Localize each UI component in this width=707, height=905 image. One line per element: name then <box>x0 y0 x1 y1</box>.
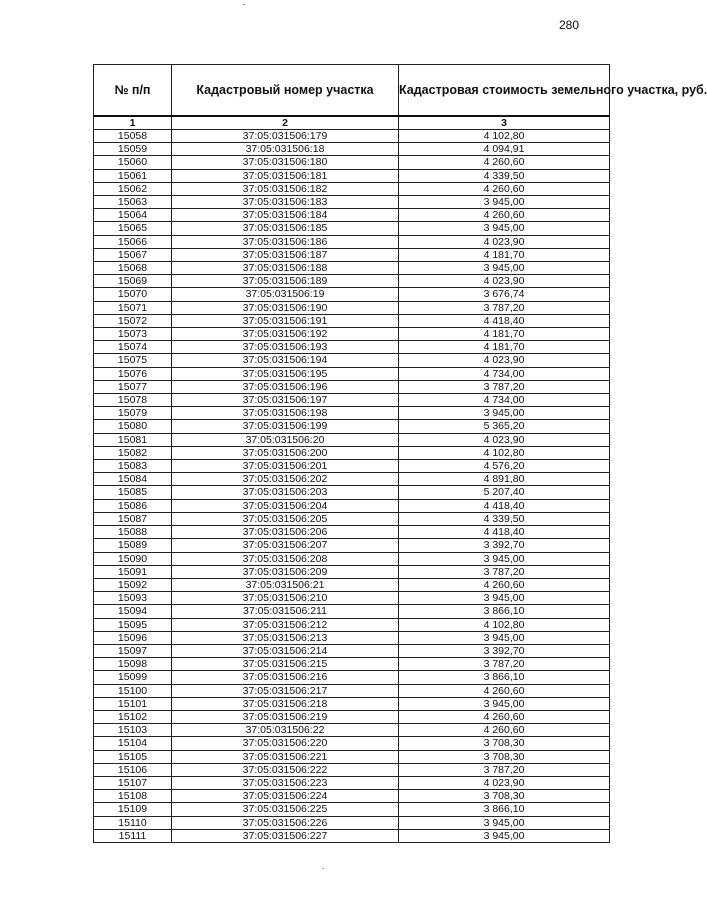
row-number: 15110 <box>94 816 172 829</box>
row-number: 15088 <box>94 526 172 539</box>
row-number: 15108 <box>94 790 172 803</box>
table-row <box>94 130 610 143</box>
cadastral-number: 37:05:031506:196 <box>172 380 399 393</box>
table-row <box>94 552 610 565</box>
cadastral-number: 37:05:031506:191 <box>172 314 399 327</box>
cadastral-value: 3 945,00 <box>399 222 610 235</box>
table-row <box>94 196 610 209</box>
row-number: 15081 <box>94 433 172 446</box>
row-number: 15091 <box>94 565 172 578</box>
cadastral-value: 3 945,00 <box>399 631 610 644</box>
cadastral-value: 3 945,00 <box>399 407 610 420</box>
cadastral-number: 37:05:031506:216 <box>172 671 399 684</box>
table-row <box>94 473 610 486</box>
table-row <box>94 209 610 222</box>
cadastral-value: 4 023,90 <box>399 235 610 248</box>
row-number: 15111 <box>94 829 172 842</box>
table-row <box>94 658 610 671</box>
cadastral-value: 4 260,60 <box>399 182 610 195</box>
cadastral-value: 4 260,60 <box>399 209 610 222</box>
row-number: 15102 <box>94 710 172 723</box>
row-number: 15075 <box>94 354 172 367</box>
row-number: 15089 <box>94 539 172 552</box>
row-number: 15097 <box>94 644 172 657</box>
cadastral-number: 37:05:031506:192 <box>172 328 399 341</box>
header-number: № п/п <box>94 65 172 117</box>
table-row <box>94 275 610 288</box>
table-row <box>94 578 610 591</box>
cadastral-value: 5 207,40 <box>399 486 610 499</box>
row-number: 15100 <box>94 684 172 697</box>
table-row <box>94 539 610 552</box>
cadastral-number: 37:05:031506:211 <box>172 605 399 618</box>
cadastral-value: 4 181,70 <box>399 341 610 354</box>
cadastral-number: 37:05:031506:217 <box>172 684 399 697</box>
row-number: 15074 <box>94 341 172 354</box>
cadastral-value: 4 734,00 <box>399 394 610 407</box>
cadastral-value: 4 094,91 <box>399 143 610 156</box>
row-number: 15106 <box>94 763 172 776</box>
cadastral-value: 4 339,50 <box>399 169 610 182</box>
column-number-2: 2 <box>172 116 399 130</box>
cadastral-number: 37:05:031506:193 <box>172 341 399 354</box>
cadastral-number: 37:05:031506:184 <box>172 209 399 222</box>
cadastral-number: 37:05:031506:204 <box>172 499 399 512</box>
cadastral-number: 37:05:031506:19 <box>172 288 399 301</box>
table-row <box>94 222 610 235</box>
row-number: 15105 <box>94 750 172 763</box>
row-number: 15103 <box>94 724 172 737</box>
row-number: 15067 <box>94 248 172 261</box>
cadastral-value: 4 260,60 <box>399 156 610 169</box>
row-number: 15069 <box>94 275 172 288</box>
table-row <box>94 248 610 261</box>
table-row <box>94 486 610 499</box>
row-number: 15072 <box>94 314 172 327</box>
cadastral-value: 4 181,70 <box>399 328 610 341</box>
cadastral-number: 37:05:031506:179 <box>172 130 399 143</box>
cadastral-number: 37:05:031506:182 <box>172 182 399 195</box>
cadastral-value: 5 365,20 <box>399 420 610 433</box>
table-row <box>94 644 610 657</box>
cadastral-number: 37:05:031506:206 <box>172 526 399 539</box>
cadastral-number: 37:05:031506:200 <box>172 446 399 459</box>
cadastral-value: 4 418,40 <box>399 499 610 512</box>
cadastral-value: 3 787,20 <box>399 380 610 393</box>
table-row <box>94 776 610 789</box>
table-row <box>94 394 610 407</box>
page-number: 280 <box>559 18 580 32</box>
cadastral-number: 37:05:031506:227 <box>172 829 399 842</box>
cadastral-value: 3 866,10 <box>399 803 610 816</box>
table-row <box>94 829 610 842</box>
cadastral-value: 4 260,60 <box>399 710 610 723</box>
cadastral-value: 3 676,74 <box>399 288 610 301</box>
table-row <box>94 526 610 539</box>
row-number: 15071 <box>94 301 172 314</box>
cadastral-number: 37:05:031506:207 <box>172 539 399 552</box>
cadastral-number: 37:05:031506:223 <box>172 776 399 789</box>
row-number: 15061 <box>94 169 172 182</box>
cadastral-value: 3 945,00 <box>399 816 610 829</box>
cadastral-number: 37:05:031506:205 <box>172 512 399 525</box>
row-number: 15080 <box>94 420 172 433</box>
cadastral-value: 4 181,70 <box>399 248 610 261</box>
cadastral-number: 37:05:031506:225 <box>172 803 399 816</box>
row-number: 15092 <box>94 578 172 591</box>
table-row <box>94 354 610 367</box>
cadastral-number: 37:05:031506:226 <box>172 816 399 829</box>
table-row <box>94 314 610 327</box>
cadastral-number: 37:05:031506:212 <box>172 618 399 631</box>
row-number: 15060 <box>94 156 172 169</box>
cadastral-value: 3 945,00 <box>399 196 610 209</box>
row-number: 15109 <box>94 803 172 816</box>
table-row <box>94 499 610 512</box>
cadastral-number: 37:05:031506:183 <box>172 196 399 209</box>
row-number: 15099 <box>94 671 172 684</box>
cadastral-number: 37:05:031506:189 <box>172 275 399 288</box>
row-number: 15079 <box>94 407 172 420</box>
cadastral-value: 3 392,70 <box>399 539 610 552</box>
cadastral-number: 37:05:031506:194 <box>172 354 399 367</box>
cadastral-number: 37:05:031506:21 <box>172 578 399 591</box>
table-row <box>94 420 610 433</box>
cadastral-number: 37:05:031506:208 <box>172 552 399 565</box>
cadastral-number: 37:05:031506:220 <box>172 737 399 750</box>
cadastral-value: 4 102,80 <box>399 130 610 143</box>
cadastral-number: 37:05:031506:181 <box>172 169 399 182</box>
cadastral-number: 37:05:031506:198 <box>172 407 399 420</box>
table-row <box>94 235 610 248</box>
row-number: 15068 <box>94 262 172 275</box>
table-row <box>94 684 610 697</box>
row-number: 15093 <box>94 592 172 605</box>
table-row <box>94 143 610 156</box>
table-row <box>94 407 610 420</box>
scan-speck <box>322 868 324 869</box>
table-row <box>94 367 610 380</box>
table-row <box>94 618 610 631</box>
column-number-1: 1 <box>94 116 172 130</box>
column-number-3: 3 <box>399 116 610 130</box>
cadastral-number: 37:05:031506:199 <box>172 420 399 433</box>
cadastral-value: 4 260,60 <box>399 578 610 591</box>
row-number: 15073 <box>94 328 172 341</box>
row-number: 15070 <box>94 288 172 301</box>
cadastral-value: 4 260,60 <box>399 724 610 737</box>
cadastral-number: 37:05:031506:22 <box>172 724 399 737</box>
table-row <box>94 592 610 605</box>
cadastral-value: 3 708,30 <box>399 737 610 750</box>
cadastral-number: 37:05:031506:219 <box>172 710 399 723</box>
cadastral-value-table <box>93 64 707 843</box>
row-number: 15082 <box>94 446 172 459</box>
table-row <box>94 631 610 644</box>
cadastral-value: 4 418,40 <box>399 526 610 539</box>
cadastral-value: 4 102,80 <box>399 618 610 631</box>
table-row <box>94 460 610 473</box>
cadastral-number: 37:05:031506:202 <box>172 473 399 486</box>
cadastral-value: 4 023,90 <box>399 354 610 367</box>
cadastral-value: 3 945,00 <box>399 829 610 842</box>
cadastral-number: 37:05:031506:215 <box>172 658 399 671</box>
row-number: 15104 <box>94 737 172 750</box>
cadastral-number: 37:05:031506:180 <box>172 156 399 169</box>
table-row <box>94 156 610 169</box>
row-number: 15095 <box>94 618 172 631</box>
table-row <box>94 803 610 816</box>
row-number: 15078 <box>94 394 172 407</box>
table-row <box>94 182 610 195</box>
table-row <box>94 512 610 525</box>
cadastral-value: 3 392,70 <box>399 644 610 657</box>
cadastral-value: 3 866,10 <box>399 605 610 618</box>
cadastral-number: 37:05:031506:18 <box>172 143 399 156</box>
cadastral-number: 37:05:031506:20 <box>172 433 399 446</box>
row-number: 15101 <box>94 697 172 710</box>
cadastral-value: 3 945,00 <box>399 552 610 565</box>
column-number-row <box>94 116 610 130</box>
cadastral-value: 3 708,30 <box>399 750 610 763</box>
cadastral-number: 37:05:031506:222 <box>172 763 399 776</box>
cadastral-number: 37:05:031506:186 <box>172 235 399 248</box>
row-number: 15065 <box>94 222 172 235</box>
table-row <box>94 380 610 393</box>
table-row <box>94 288 610 301</box>
cadastral-number: 37:05:031506:209 <box>172 565 399 578</box>
cadastral-number: 37:05:031506:203 <box>172 486 399 499</box>
row-number: 15062 <box>94 182 172 195</box>
cadastral-number: 37:05:031506:201 <box>172 460 399 473</box>
cadastral-number: 37:05:031506:188 <box>172 262 399 275</box>
table-row <box>94 790 610 803</box>
cadastral-number: 37:05:031506:195 <box>172 367 399 380</box>
row-number: 15098 <box>94 658 172 671</box>
cadastral-value: 4 023,90 <box>399 433 610 446</box>
cadastral-value: 3 945,00 <box>399 262 610 275</box>
cadastral-value: 3 945,00 <box>399 592 610 605</box>
cadastral-value: 3 787,20 <box>399 763 610 776</box>
cadastral-value: 4 339,50 <box>399 512 610 525</box>
table-row <box>94 328 610 341</box>
header-cadastral-number: Кадастровый номер участка <box>172 65 399 117</box>
row-number: 15064 <box>94 209 172 222</box>
cadastral-value: 4 734,00 <box>399 367 610 380</box>
cadastral-number: 37:05:031506:197 <box>172 394 399 407</box>
table-row <box>94 724 610 737</box>
table-row <box>94 169 610 182</box>
table-row <box>94 433 610 446</box>
cadastral-value: 3 708,30 <box>399 790 610 803</box>
table-row <box>94 737 610 750</box>
header-row <box>94 65 610 117</box>
table-row <box>94 341 610 354</box>
row-number: 15059 <box>94 143 172 156</box>
cadastral-value: 3 945,00 <box>399 697 610 710</box>
table-row <box>94 710 610 723</box>
cadastral-number: 37:05:031506:221 <box>172 750 399 763</box>
table-row <box>94 816 610 829</box>
row-number: 15058 <box>94 130 172 143</box>
row-number: 15094 <box>94 605 172 618</box>
cadastral-value: 4 102,80 <box>399 446 610 459</box>
row-number: 15083 <box>94 460 172 473</box>
row-number: 15076 <box>94 367 172 380</box>
table-row <box>94 301 610 314</box>
row-number: 15086 <box>94 499 172 512</box>
row-number: 15087 <box>94 512 172 525</box>
table-row <box>94 763 610 776</box>
cadastral-number: 37:05:031506:218 <box>172 697 399 710</box>
cadastral-number: 37:05:031506:224 <box>172 790 399 803</box>
row-number: 15107 <box>94 776 172 789</box>
cadastral-number: 37:05:031506:214 <box>172 644 399 657</box>
cadastral-value: 3 787,20 <box>399 658 610 671</box>
row-number: 15085 <box>94 486 172 499</box>
cadastral-value: 3 866,10 <box>399 671 610 684</box>
cadastral-number: 37:05:031506:187 <box>172 248 399 261</box>
table-row <box>94 697 610 710</box>
row-number: 15077 <box>94 380 172 393</box>
row-number: 15096 <box>94 631 172 644</box>
cadastral-value: 4 891,80 <box>399 473 610 486</box>
row-number: 15066 <box>94 235 172 248</box>
table-row <box>94 446 610 459</box>
cadastral-value: 4 418,40 <box>399 314 610 327</box>
table-row <box>94 262 610 275</box>
scan-speck <box>243 4 245 5</box>
cadastral-number: 37:05:031506:185 <box>172 222 399 235</box>
cadastral-value: 3 787,20 <box>399 565 610 578</box>
cadastral-number: 37:05:031506:210 <box>172 592 399 605</box>
cadastral-value: 4 260,60 <box>399 684 610 697</box>
header-cadastral-value: Кадастровая стоимость земельного участка, руб. <box>399 65 610 117</box>
table-row <box>94 671 610 684</box>
cadastral-value: 4 576,20 <box>399 460 610 473</box>
cadastral-value: 4 023,90 <box>399 275 610 288</box>
row-number: 15084 <box>94 473 172 486</box>
table-row <box>94 750 610 763</box>
table-row <box>94 605 610 618</box>
table-row <box>94 565 610 578</box>
cadastral-value: 4 023,90 <box>399 776 610 789</box>
cadastral-number: 37:05:031506:213 <box>172 631 399 644</box>
row-number: 15063 <box>94 196 172 209</box>
row-number: 15090 <box>94 552 172 565</box>
cadastral-value: 3 787,20 <box>399 301 610 314</box>
cadastral-number: 37:05:031506:190 <box>172 301 399 314</box>
